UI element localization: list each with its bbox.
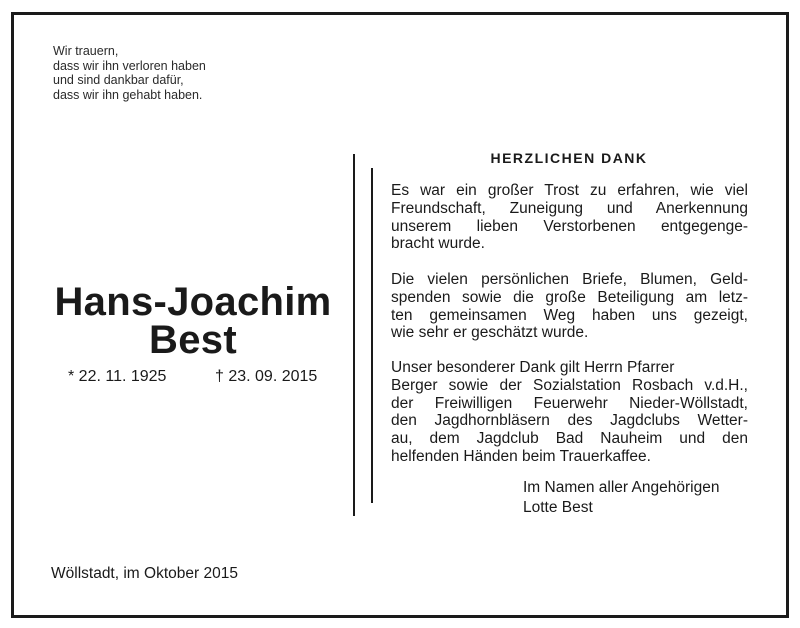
deceased-last-name: Best — [149, 318, 237, 362]
place-date: Wöllstadt, im Oktober 2015 — [51, 565, 238, 582]
text-line: Unser besonderer Dank gilt Herrn Pfarrer — [391, 359, 675, 376]
text-line: bracht wurde. — [391, 235, 485, 253]
text-line: der Freiwilligen Feuerwehr Nieder-Wöllstadt, — [391, 394, 748, 412]
thanks-paragraph-3 — [391, 359, 748, 466]
motto-line: dass wir ihn gehabt haben. — [53, 87, 203, 102]
motto-line: Wir trauern, — [53, 44, 119, 58]
text-line: unserem lieben Verstorbenen entgegenge- — [391, 217, 748, 235]
signature-name: Lotte Best — [523, 499, 593, 516]
thanks-heading: HERZLICHEN DANK — [490, 150, 648, 166]
text-line: Es war ein großer Trost zu erfahren, wie viel — [391, 182, 748, 199]
text-line: den Jagdhornbläsern des Jagdclubs Wetter- — [391, 412, 748, 430]
birth-date: * 22. 11. 1925 — [68, 368, 167, 385]
thanks-paragraph-2 — [391, 271, 748, 342]
text-line: au, dem Jagdclub Bad Nauheim und den — [391, 430, 748, 448]
text-line: ten gemeinsamen Weg haben uns gezeigt, — [391, 306, 748, 324]
motto-line: dass wir ihn verloren haben — [53, 58, 206, 73]
motto-line: und sind dankbar dafür, — [53, 73, 184, 87]
text-line: Freundschaft, Zuneigung und Anerkennung — [391, 199, 748, 217]
text-line: wie sehr er geschätzt wurde. — [391, 324, 589, 342]
text-line: Berger sowie der Sozialstation Rosbach v.d.H., — [391, 376, 748, 394]
text-line: helfenden Händen beim Trauerkaffee. — [391, 447, 651, 465]
divider-line — [353, 154, 355, 516]
text-line: spenden sowie die große Beteiligung am letz- — [391, 288, 748, 306]
text-line: Die vielen persönlichen Briefe, Blumen, Geld- — [391, 271, 748, 288]
divider-line — [371, 168, 373, 503]
death-date: † 23. 09. 2015 — [215, 368, 318, 385]
signature — [523, 478, 719, 518]
signature-line: Im Namen aller Angehörigen — [523, 479, 720, 496]
deceased-first-name: Hans-Joachim — [54, 280, 332, 324]
motto — [53, 44, 206, 102]
thanks-paragraph-1 — [391, 182, 748, 253]
